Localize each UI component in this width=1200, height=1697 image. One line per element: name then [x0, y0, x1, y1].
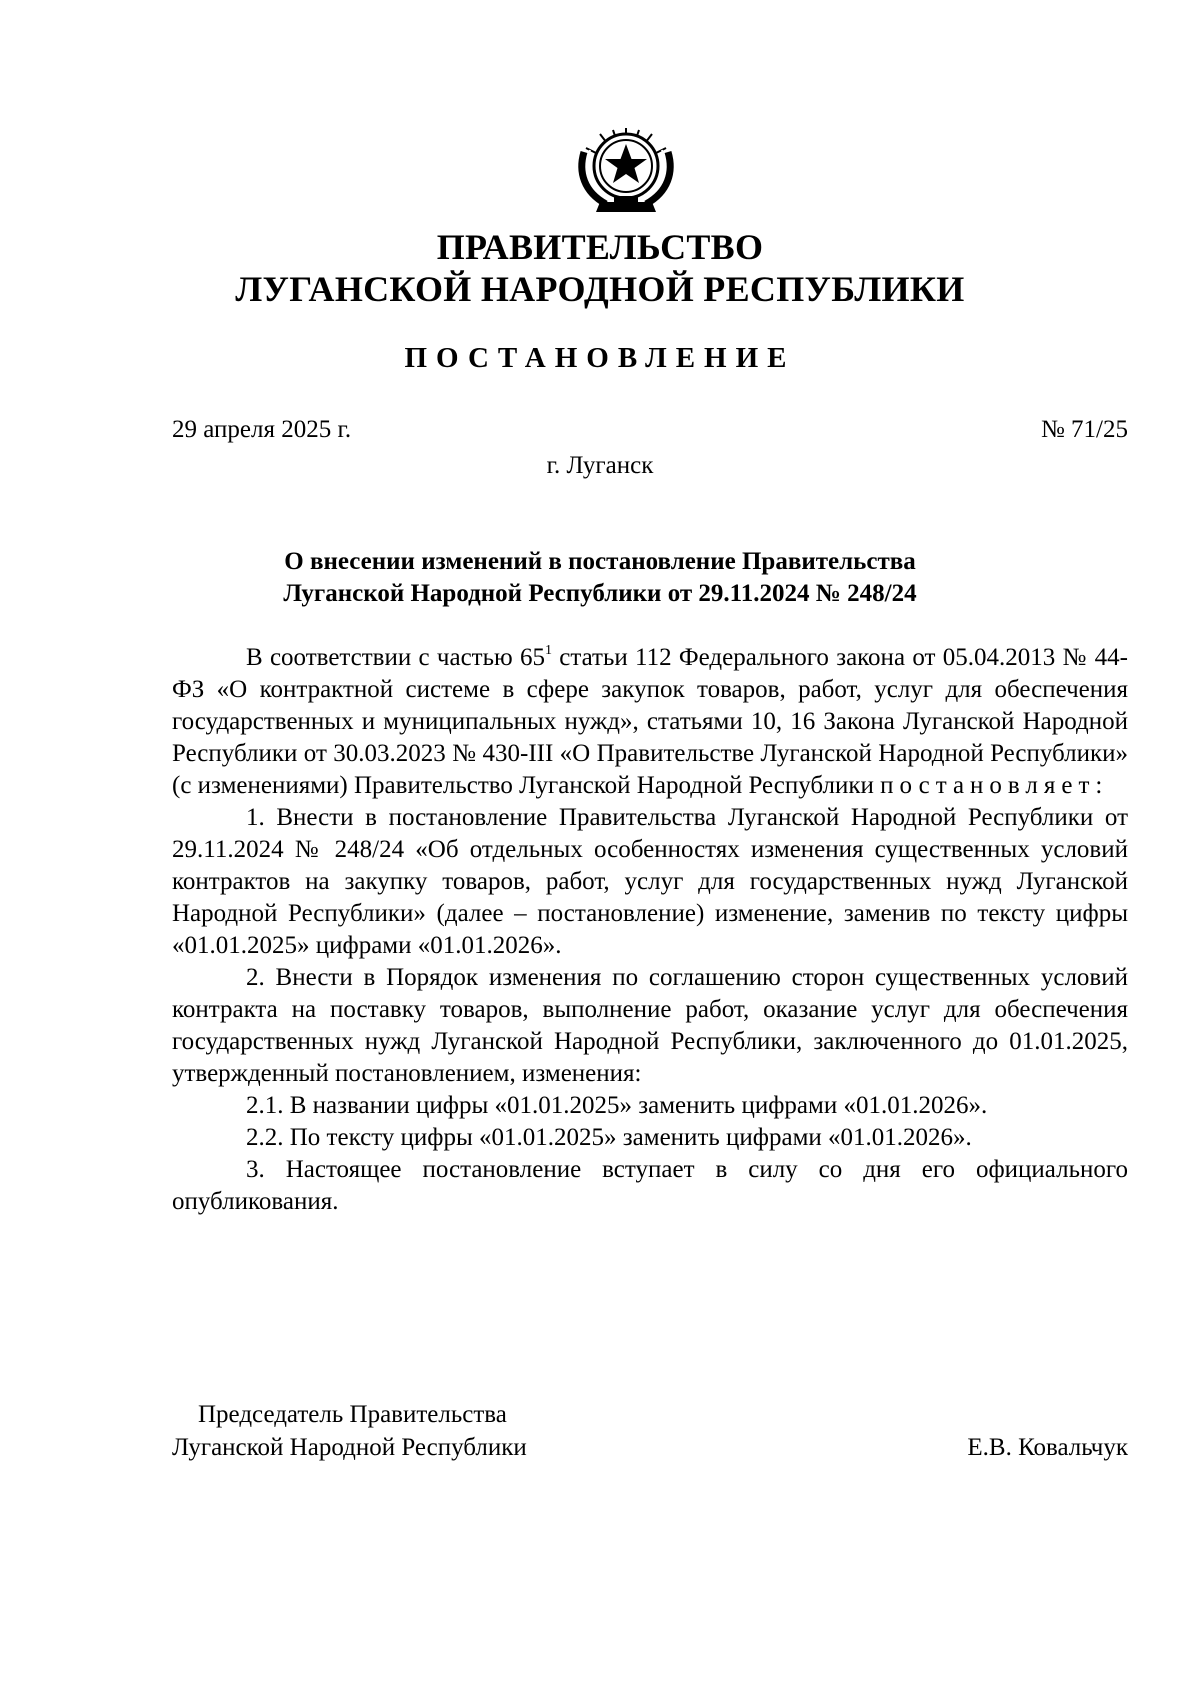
decree-date: 29 апреля 2025 г.	[172, 416, 352, 443]
republic-coat-of-arms-icon	[570, 122, 682, 218]
government-title-line-1: ПРАВИТЕЛЬСТВО	[436, 227, 764, 267]
signatory-role-line-2: Луганской Народной Республики	[172, 1434, 527, 1461]
decree-city: г. Луганск	[546, 452, 654, 479]
decree-body	[172, 642, 1128, 1218]
decree-subject	[200, 546, 1000, 610]
item-1-paragraph: 1. Внести в постановление Правительства Луганской Народной Республики от 29.11.2024 № 248/24 «Об отдельных особенностях изменения существенных условий контрактов на закупку товаров, работ, услуг для государственных нужд Луганской Народной Республики» (далее – постановление) изменение, заменив по тексту цифры «01.01.2025» цифрами «01.01.2026».	[172, 804, 1128, 959]
subject-line-1: О внесении изменений в постановление Правительства	[284, 548, 916, 575]
signatory-role-line-1: Председатель Правительства	[198, 1401, 507, 1428]
document-type: ПОСТАНОВЛЕНИЕ	[404, 342, 796, 374]
decree-number: № 71/25	[1040, 416, 1128, 443]
item-3-paragraph: 3. Настоящее постановление вступает в силу со дня его официального опубликования.	[172, 1156, 1128, 1215]
signatory-name: Е.В. Ковальчук	[967, 1434, 1128, 1461]
footnote-superscript: 1	[544, 643, 552, 658]
preamble-paragraph: В соответствии с частью $65^1$ статьи 112 Федерального закона от 05.04.2013 № 44-ФЗ «О контрактной системе в сфере закупок товаров, работ, услуг для обеспечения государственных и муниципальных нужд», статьями 10, 16 Закона Луганской Народной Республики от 30.03.2023 № 430-III «О Правительстве Луганской Народной Республики» (с изменениями) Правительство Луганской Народной Республики постановляет:	[172, 643, 1129, 799]
item-2-2-paragraph: 2.2. По тексту цифры «01.01.2025» заменить цифрами «01.01.2026».	[246, 1124, 972, 1151]
item-2-1-paragraph: 2.1. В названии цифры «01.01.2025» заменить цифрами «01.01.2026».	[246, 1092, 988, 1119]
government-title-line-2: ЛУГАНСКОЙ НАРОДНОЙ РЕСПУБЛИКИ	[235, 269, 965, 309]
item-2-paragraph: 2. Внести в Порядок изменения по соглашению сторон существенных условий контракта на поставку товаров, выполнение работ, оказание услуг для обеспечения государственных нужд Луганской Народной Республики, заключенного до 01.01.2025, утвержденный постановлением, изменения:	[172, 964, 1128, 1087]
spaced-verb: постановляет	[880, 772, 1096, 799]
subject-line-2: Луганской Народной Республики от 29.11.2024 № 248/24	[283, 580, 917, 607]
